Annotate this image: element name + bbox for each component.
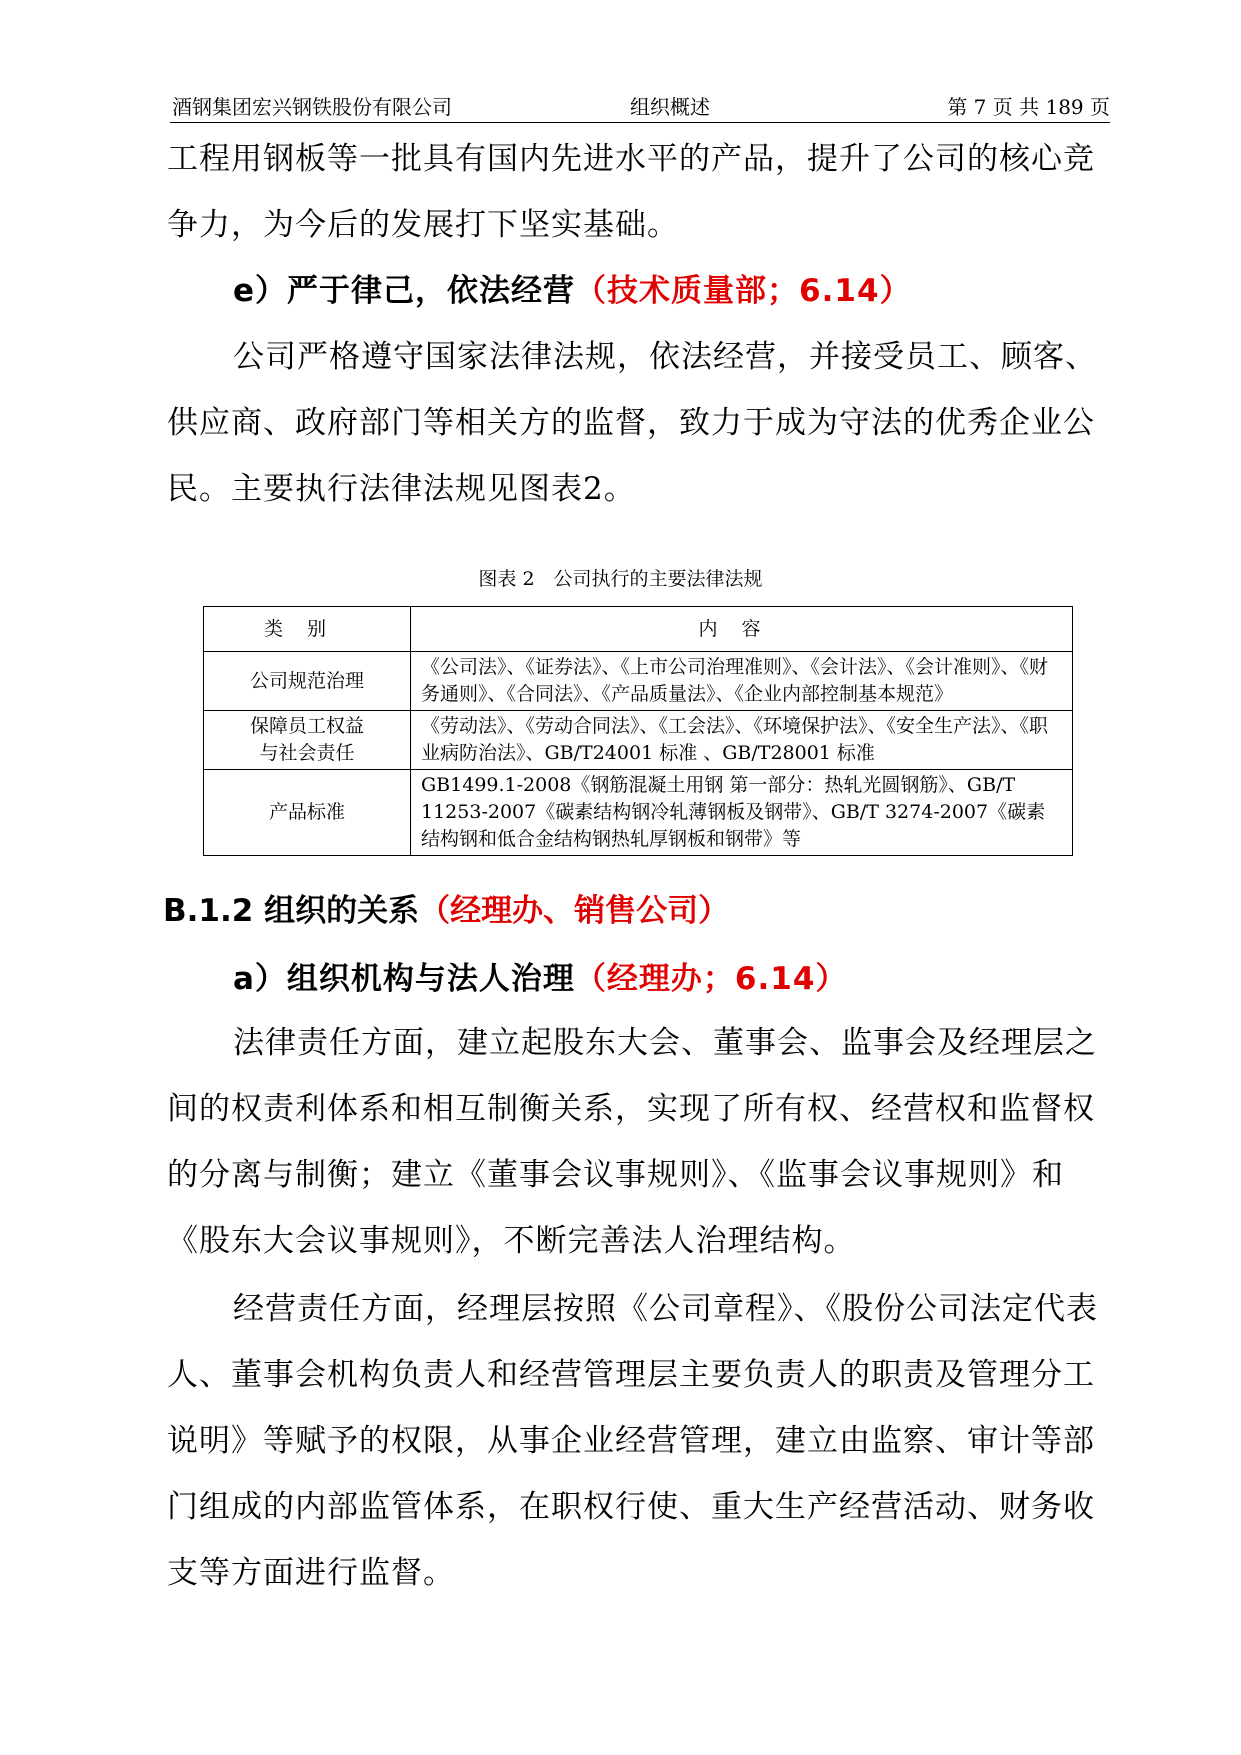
table-caption: 图表 2 公司执行的主要法律法规	[478, 568, 763, 590]
row-category	[204, 711, 411, 770]
table-row	[204, 711, 1073, 770]
page-header	[170, 92, 1110, 123]
section-e-title: e）严于律己，依法经营	[233, 273, 576, 309]
row-content: 《劳动法》、《劳动合同法》、《工会法》、《环境保护法》、《安全生产法》、《职业病防治法》、GB/T24001 标准 、GB/T28001 标准	[411, 711, 1073, 770]
table-row	[204, 770, 1073, 856]
row-category: 公司规范治理	[204, 652, 411, 711]
text-line: 门组成的内部监管体系，在职权行使、重大生产经营活动、财务收	[167, 1489, 1095, 1525]
text-line: 公司严格遵守国家法律法规，依法经营，并接受员工、顾客、	[233, 339, 1097, 375]
text-line: 说明》等赋予的权限，从事企业经营管理，建立由监察、审计等部	[167, 1423, 1095, 1459]
column-header-content: 内容	[411, 607, 1073, 652]
text-line: 工程用钢板等一批具有国内先进水平的产品，提升了公司的核心竞	[167, 141, 1095, 177]
text-line: 供应商、政府部门等相关方的监督，致力于成为守法的优秀企业公	[167, 405, 1095, 441]
section-a-heading	[167, 946, 1117, 1012]
regulations-table	[203, 606, 1073, 856]
section-b12-tag: （经理办、销售公司）	[419, 893, 730, 929]
text-line: 经营责任方面，经理层按照《公司章程》、《股份公司法定代表	[233, 1291, 1098, 1327]
table-row	[204, 652, 1073, 711]
row-category: 产品标准	[204, 770, 411, 856]
section-b12-title: B.1.2 组织的关系	[163, 893, 420, 929]
row-content: GB1499.1-2008《钢筋混凝土用钢 第一部分：热轧光圆钢筋》、GB/T 11253-2007《碳素结构钢冷轧薄钢板及钢带》、GB/T 3274-2007《碳素结构钢和低合金结构钢热轧厚钢板和钢带》等	[411, 770, 1073, 856]
section-a-paragraph-2	[167, 1276, 1117, 1606]
section-e-paragraph	[167, 324, 1117, 522]
row-category-line: 保障员工权益	[249, 715, 364, 737]
table-header-row	[204, 607, 1073, 652]
text-line: 法律责任方面，建立起股东大会、董事会、监事会及经理层之	[233, 1025, 1097, 1061]
section-e-heading	[167, 258, 1117, 324]
text-line: 人、董事会机构负责人和经营管理层主要负责人的职责及管理分工	[167, 1357, 1095, 1393]
section-a-paragraph-1	[167, 1010, 1117, 1274]
text-line: 的分离与制衡；建立《董事会议事规则》、《监事会议事规则》和	[167, 1157, 1064, 1193]
row-content: 《公司法》、《证券法》、《上市公司治理准则》、《会计法》、《会计准则》、《财务通则》、《合同法》、《产品质量法》、《企业内部控制基本规范》	[411, 652, 1073, 711]
header-company: 酒钢集团宏兴钢铁股份有限公司	[172, 95, 452, 119]
header-page-number: 第 7 页 共 189 页	[947, 95, 1110, 119]
text-line: 支等方面进行监督。	[167, 1555, 455, 1591]
text-line: 民。主要执行法律法规见图表2。	[167, 471, 636, 507]
text-line: 《股东大会议事规则》，不断完善法人治理结构。	[167, 1223, 856, 1259]
section-b12-heading	[163, 886, 1123, 936]
intro-paragraph	[167, 126, 1117, 258]
section-a-tag: （经理办；6.14）	[574, 961, 848, 997]
column-header-category: 类别	[204, 607, 411, 652]
text-line: 争力，为今后的发展打下坚实基础。	[167, 207, 679, 243]
row-category-line: 与社会责任	[259, 742, 355, 764]
header-section: 组织概述	[630, 95, 710, 119]
section-a-title: a）组织机构与法人治理	[233, 961, 575, 997]
text-line: 间的权责利体系和相互制衡关系，实现了所有权、经营权和监督权	[167, 1091, 1095, 1127]
section-e-tag: （技术质量部；6.14）	[575, 273, 912, 309]
